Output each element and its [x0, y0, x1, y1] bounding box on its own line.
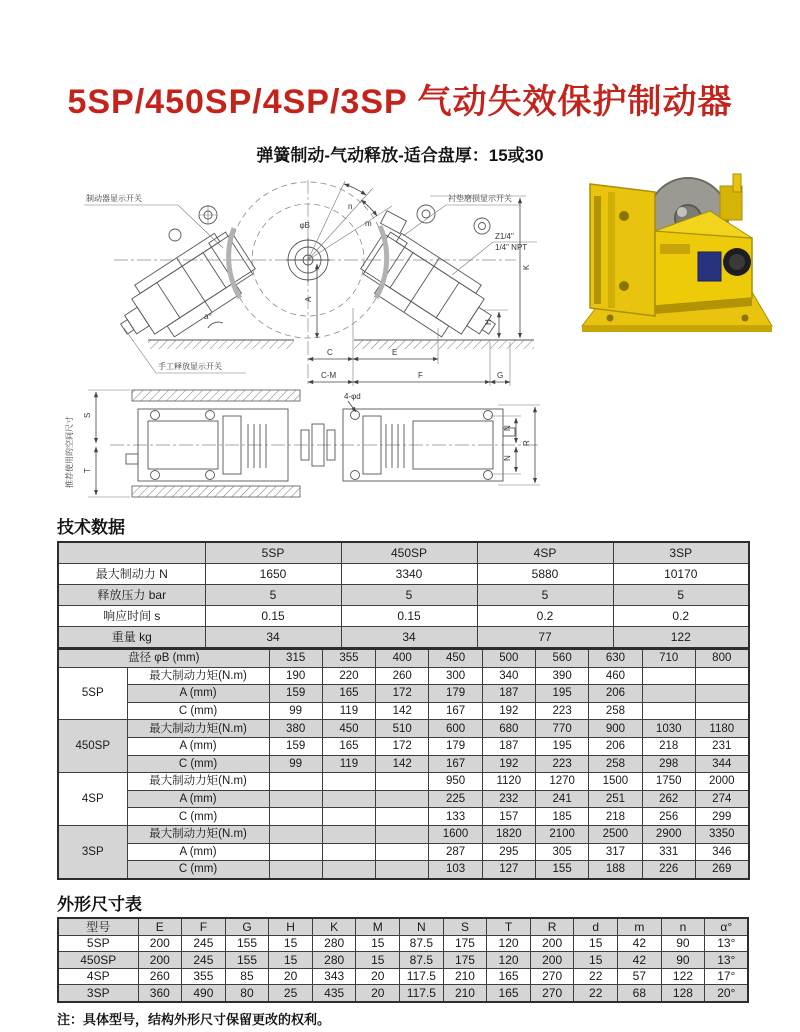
disc-value: 2500: [589, 825, 642, 843]
disc-value: 2000: [695, 773, 748, 791]
dims-value: 245: [182, 935, 226, 952]
disc-value: 300: [429, 667, 482, 685]
dims-value: 155: [225, 935, 269, 952]
disc-value: 167: [429, 755, 482, 773]
disc-value: 770: [535, 720, 588, 738]
tech-value: 5: [613, 585, 749, 606]
disc-value: 159: [269, 737, 322, 755]
tech-value: 5880: [477, 564, 613, 585]
dims-value: 20: [269, 968, 313, 985]
disc-diameter-header: 450: [429, 649, 482, 667]
dims-value: 355: [182, 968, 226, 985]
dims-value: 200: [530, 935, 574, 952]
disc-table: [57, 648, 750, 880]
disc-value: 185: [535, 808, 588, 826]
disc-value: 1750: [642, 773, 695, 791]
dims-value: 165: [487, 985, 531, 1002]
dims-value: 280: [312, 935, 356, 952]
dims-value: 68: [618, 985, 662, 1002]
disc-value: 142: [376, 755, 429, 773]
dim-N1: N: [503, 425, 512, 431]
dim-n: n: [348, 202, 353, 211]
disc-value: 1120: [482, 773, 535, 791]
disc-row-label: A (mm): [127, 737, 269, 755]
dims-col-header: α°: [705, 918, 749, 935]
dim-N2: N: [503, 455, 512, 461]
disc-value: [269, 843, 322, 861]
tech-value: 5: [477, 585, 613, 606]
dims-col-header: d: [574, 918, 618, 935]
disc-row-label: C (mm): [127, 861, 269, 879]
dims-value: 360: [138, 985, 182, 1002]
dims-col-header: G: [225, 918, 269, 935]
dims-value: 200: [138, 935, 182, 952]
disc-row-label: A (mm): [127, 685, 269, 703]
disc-value: 232: [482, 790, 535, 808]
disc-value: [322, 825, 375, 843]
tech-value: 34: [341, 627, 477, 649]
dims-model-label: 450SP: [58, 952, 138, 969]
dims-value: 200: [138, 952, 182, 969]
dims-value: 22: [574, 968, 618, 985]
disc-value: [269, 808, 322, 826]
tech-model-header: 450SP: [341, 542, 477, 564]
disc-group-label: 5SP: [58, 667, 127, 720]
dims-col-header: S: [443, 918, 487, 935]
disc-value: 460: [589, 667, 642, 685]
disc-diameter-header: 315: [269, 649, 322, 667]
disc-value: 223: [535, 702, 588, 720]
disc-value: 103: [429, 861, 482, 879]
dims-value: 20: [356, 968, 400, 985]
disc-value: 165: [322, 685, 375, 703]
tech-table: [57, 541, 750, 649]
dim-R: R: [522, 440, 531, 446]
disc-value: 251: [589, 790, 642, 808]
disc-value: 231: [695, 737, 748, 755]
dims-col-header: m: [618, 918, 662, 935]
ground-hatch: [148, 340, 534, 349]
dims-col-header: E: [138, 918, 182, 935]
dim-A: A: [304, 296, 313, 302]
disc-value: 142: [376, 702, 429, 720]
disc-value: 258: [589, 755, 642, 773]
dim-F: F: [418, 371, 423, 380]
footer-note: 注：具体型号，结构外形尺寸保留更改的权利。: [57, 1012, 331, 1027]
dims-value: 42: [618, 952, 662, 969]
disc-value: 172: [376, 685, 429, 703]
disc-row-label: 最大制动力矩(N.m): [127, 720, 269, 738]
dims-value: 175: [443, 952, 487, 969]
disc-diameter-header: 630: [589, 649, 642, 667]
plan-view: [64, 390, 540, 497]
dim-K: K: [522, 264, 531, 270]
disc-diameter-header: 800: [695, 649, 748, 667]
disc-value: 2100: [535, 825, 588, 843]
dims-value: 15: [269, 935, 313, 952]
disc-value: 187: [482, 685, 535, 703]
dims-value: 280: [312, 952, 356, 969]
dims-value: 435: [312, 985, 356, 1002]
disc-value: 390: [535, 667, 588, 685]
dims-value: 490: [182, 985, 226, 1002]
disc-value: 346: [695, 843, 748, 861]
disc-value: 287: [429, 843, 482, 861]
disc-header-label: 盘径 φB (mm): [58, 649, 269, 667]
technical-drawing: [58, 178, 558, 515]
disc-value: 190: [269, 667, 322, 685]
dims-value: 87.5: [400, 935, 444, 952]
dims-col-header: H: [269, 918, 313, 935]
disc-value: 262: [642, 790, 695, 808]
disc-value: 167: [429, 702, 482, 720]
brake-switch-label: 制动器显示开关: [86, 194, 142, 203]
disc-value: 295: [482, 843, 535, 861]
disc-row-label: A (mm): [127, 790, 269, 808]
disc-value: 340: [482, 667, 535, 685]
disc-value: [322, 861, 375, 879]
disc-value: [269, 773, 322, 791]
dim-m: m: [365, 219, 372, 228]
dims-value: 90: [661, 952, 705, 969]
tech-row-label: 重量 kg: [58, 627, 205, 649]
brake-disc-view: [114, 180, 516, 386]
disc-value: 305: [535, 843, 588, 861]
tech-row-label: 释放压力 bar: [58, 585, 205, 606]
disc-value: [322, 843, 375, 861]
dims-col-header: n: [661, 918, 705, 935]
disc-value: 256: [642, 808, 695, 826]
disc-value: 179: [429, 737, 482, 755]
dims-value: 15: [269, 952, 313, 969]
disc-value: 192: [482, 702, 535, 720]
disc-value: 119: [322, 755, 375, 773]
disc-value: [695, 685, 748, 703]
tech-value: 0.15: [205, 606, 341, 627]
tech-value: 34: [205, 627, 341, 649]
disc-row-label: A (mm): [127, 843, 269, 861]
brake-photo-illustration: [582, 174, 772, 332]
disc-value: 157: [482, 808, 535, 826]
dims-value: 175: [443, 935, 487, 952]
disc-value: 900: [589, 720, 642, 738]
disc-value: 159: [269, 685, 322, 703]
dim-E: E: [392, 348, 398, 357]
disc-diameter-header: 355: [322, 649, 375, 667]
disc-value: 2900: [642, 825, 695, 843]
disc-row-label: C (mm): [127, 755, 269, 773]
recommended-space-label: 推荐使用的空间尺寸: [65, 416, 74, 488]
disc-value: [269, 790, 322, 808]
disc-value: 950: [429, 773, 482, 791]
dims-value: 120: [487, 935, 531, 952]
dims-heading: 外形尺寸表: [57, 895, 142, 914]
dims-value: 210: [443, 968, 487, 985]
disc-value: 226: [642, 861, 695, 879]
disc-value: 3350: [695, 825, 748, 843]
dims-value: 270: [530, 985, 574, 1002]
dims-value: 15: [356, 952, 400, 969]
dims-model-label: 4SP: [58, 968, 138, 985]
dims-model-label: 3SP: [58, 985, 138, 1002]
dims-value: 270: [530, 968, 574, 985]
disc-value: 344: [695, 755, 748, 773]
tech-value: 0.2: [477, 606, 613, 627]
disc-value: 218: [589, 808, 642, 826]
dims-col-header: N: [400, 918, 444, 935]
dims-col-header: R: [530, 918, 574, 935]
disc-value: [376, 825, 429, 843]
disc-value: 218: [642, 737, 695, 755]
dims-value: 200: [530, 952, 574, 969]
disc-diameter-header: 710: [642, 649, 695, 667]
disc-value: 260: [376, 667, 429, 685]
disc-value: 206: [589, 685, 642, 703]
tech-value: 1650: [205, 564, 341, 585]
disc-value: 99: [269, 755, 322, 773]
dims-value: 13°: [705, 935, 749, 952]
disc-value: [376, 843, 429, 861]
dims-value: 117.5: [400, 985, 444, 1002]
disc-value: 133: [429, 808, 482, 826]
disc-value: [322, 790, 375, 808]
tech-model-header: 4SP: [477, 542, 613, 564]
disc-value: [269, 825, 322, 843]
dims-value: 260: [138, 968, 182, 985]
tech-value: 5: [341, 585, 477, 606]
dims-value: 80: [225, 985, 269, 1002]
dims-col-header: M: [356, 918, 400, 935]
dims-value: 210: [443, 985, 487, 1002]
dim-CM: C-M: [321, 371, 337, 380]
disc-value: [322, 773, 375, 791]
dims-value: 42: [618, 935, 662, 952]
disc-value: 188: [589, 861, 642, 879]
disc-value: 220: [322, 667, 375, 685]
dims-value: 15: [574, 952, 618, 969]
holes-label: 4-φd: [344, 392, 361, 401]
disc-value: 172: [376, 737, 429, 755]
tech-value: 0.15: [341, 606, 477, 627]
disc-row-label: 最大制动力矩(N.m): [127, 825, 269, 843]
disc-value: [642, 685, 695, 703]
dims-value: 128: [661, 985, 705, 1002]
disc-value: [376, 773, 429, 791]
disc-value: [376, 861, 429, 879]
disc-value: 317: [589, 843, 642, 861]
disc-row-label: 最大制动力矩(N.m): [127, 667, 269, 685]
dims-value: 25: [269, 985, 313, 1002]
left-caliper: [107, 206, 262, 358]
dims-table: [57, 917, 749, 1003]
disc-value: [376, 808, 429, 826]
disc-value: 241: [535, 790, 588, 808]
disc-value: 179: [429, 685, 482, 703]
dims-value: 15: [574, 935, 618, 952]
disc-value: 1180: [695, 720, 748, 738]
dim-S: S: [83, 412, 92, 418]
disc-value: 1030: [642, 720, 695, 738]
tech-row-label: 最大制动力 N: [58, 564, 205, 585]
disc-value: 119: [322, 702, 375, 720]
disc-value: 269: [695, 861, 748, 879]
disc-value: 258: [589, 702, 642, 720]
disc-value: 1820: [482, 825, 535, 843]
tech-row-label: 响应时间 s: [58, 606, 205, 627]
tech-model-header: 5SP: [205, 542, 341, 564]
disc-group-label: 3SP: [58, 825, 127, 878]
tech-data-heading: 技术数据: [57, 518, 125, 537]
disc-value: 331: [642, 843, 695, 861]
product-photo: [560, 156, 795, 338]
disc-value: 510: [376, 720, 429, 738]
port-label-line1: Z1/4": [495, 232, 514, 241]
dims-col-header: T: [487, 918, 531, 935]
disc-value: 1270: [535, 773, 588, 791]
disc-row-label: C (mm): [127, 808, 269, 826]
dim-H: H: [484, 319, 493, 325]
disc-value: 206: [589, 737, 642, 755]
disc-value: [695, 667, 748, 685]
dims-col-header: 型号: [58, 918, 138, 935]
disc-value: 225: [429, 790, 482, 808]
tech-value: 3340: [341, 564, 477, 585]
disc-group-label: 450SP: [58, 720, 127, 773]
dim-C: C: [327, 348, 333, 357]
disc-value: 299: [695, 808, 748, 826]
dims-value: 343: [312, 968, 356, 985]
dims-value: 87.5: [400, 952, 444, 969]
dim-angle: a°: [204, 312, 212, 321]
disc-value: 274: [695, 790, 748, 808]
port-label-line2: 1/4" NPT: [495, 243, 528, 252]
disc-value: 298: [642, 755, 695, 773]
dims-value: 15: [356, 935, 400, 952]
pad-wear-switch-label: 衬垫磨损显示开关: [448, 194, 512, 203]
disc-row-label: C (mm): [127, 702, 269, 720]
dims-value: 165: [487, 968, 531, 985]
disc-value: [322, 808, 375, 826]
dims-model-label: 5SP: [58, 935, 138, 952]
tech-value: 0.2: [613, 606, 749, 627]
dims-value: 20: [356, 985, 400, 1002]
disc-row-label: 最大制动力矩(N.m): [127, 773, 269, 791]
disc-value: [642, 702, 695, 720]
disc-value: 192: [482, 755, 535, 773]
disc-value: 380: [269, 720, 322, 738]
disc-diameter-header: 500: [482, 649, 535, 667]
disc-value: 1500: [589, 773, 642, 791]
tech-value: 10170: [613, 564, 749, 585]
disc-group-label: 4SP: [58, 773, 127, 826]
dims-col-header: F: [182, 918, 226, 935]
dims-value: 155: [225, 952, 269, 969]
dims-value: 17°: [705, 968, 749, 985]
tech-model-header: 3SP: [613, 542, 749, 564]
manual-release-switch-label: 手工释放显示开关: [158, 362, 222, 371]
page-subtitle: 弹簧制动-气动释放-适合盘厚：15或30: [256, 146, 544, 165]
disc-value: [376, 790, 429, 808]
disc-value: 223: [535, 755, 588, 773]
disc-value: [269, 861, 322, 879]
dims-value: 117.5: [400, 968, 444, 985]
dim-G: G: [497, 371, 504, 380]
disc-value: 1600: [429, 825, 482, 843]
disc-diameter-header: 400: [376, 649, 429, 667]
disc-value: [642, 667, 695, 685]
disc-value: [695, 702, 748, 720]
dims-value: 245: [182, 952, 226, 969]
dims-value: 22: [574, 985, 618, 1002]
disc-value: 450: [322, 720, 375, 738]
dim-T: T: [83, 468, 92, 473]
dims-value: 90: [661, 935, 705, 952]
tech-value: 77: [477, 627, 613, 649]
tech-value: 5: [205, 585, 341, 606]
dims-col-header: K: [312, 918, 356, 935]
disc-value: 600: [429, 720, 482, 738]
disc-value: 195: [535, 685, 588, 703]
disc-value: 195: [535, 737, 588, 755]
page-title: 5SP/450SP/4SP/3SP 气动失效保护制动器: [67, 83, 733, 121]
dims-value: 57: [618, 968, 662, 985]
tech-corner-cell: [58, 542, 205, 564]
disc-value: 680: [482, 720, 535, 738]
tech-value: 122: [613, 627, 749, 649]
disc-value: 187: [482, 737, 535, 755]
disc-value: 99: [269, 702, 322, 720]
disc-diameter-header: 560: [535, 649, 588, 667]
dims-value: 13°: [705, 952, 749, 969]
dims-value: 20°: [705, 985, 749, 1002]
disc-value: 155: [535, 861, 588, 879]
dims-value: 85: [225, 968, 269, 985]
dims-value: 122: [661, 968, 705, 985]
dim-phiB: φB: [299, 221, 310, 230]
disc-value: 165: [322, 737, 375, 755]
right-caliper: [354, 205, 509, 358]
disc-value: 127: [482, 861, 535, 879]
dims-value: 120: [487, 952, 531, 969]
